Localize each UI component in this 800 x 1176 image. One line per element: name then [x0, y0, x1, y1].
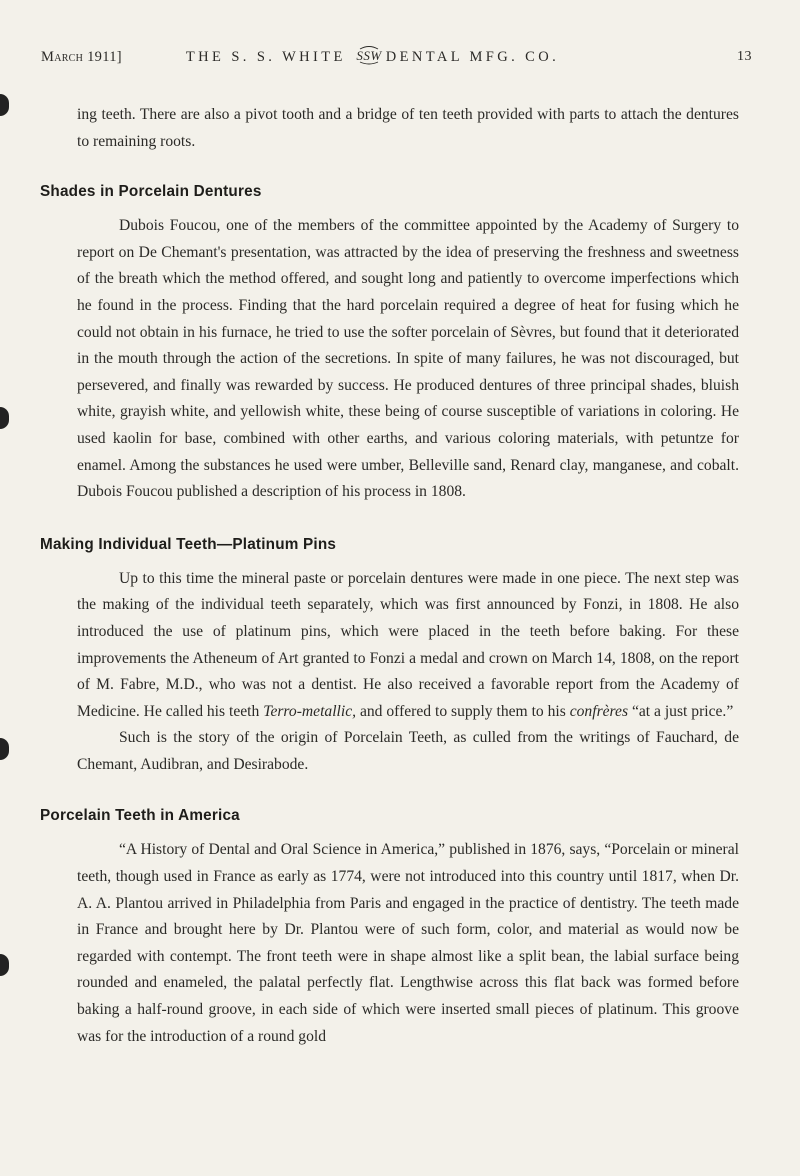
page-number: 13: [737, 49, 752, 64]
issue-date: March 1911]: [41, 48, 122, 65]
section-heading-individual-teeth: Making Individual Teeth—Platinum Pins: [40, 535, 337, 553]
article-body: [40, 102, 739, 1050]
section-heading-america: Porcelain Teeth in America: [40, 807, 240, 825]
section-heading-shades: Shades in Porcelain Dentures: [40, 183, 262, 201]
italic-term: Terro-metallic,: [263, 702, 357, 720]
journal-title: THE S. S. WHITE: [185, 48, 346, 65]
svg-text:SSW: SSW: [356, 47, 382, 63]
binding-mark: [0, 94, 9, 116]
running-head: [41, 46, 752, 68]
italic-term: confrères: [569, 702, 629, 720]
paragraph-origin-summary: Such is the story of the origin of Porcelain Teeth, as culled from the writings of Fauchard, de Chemant, Audibran, and Desirabode.: [77, 729, 739, 773]
paragraph-america: “A History of Dental and Oral Science in America,” published in 1876, says, “Porcelain or mineral teeth, though used in France as early as 1774, were not introduced into this country until 1817, when Dr. A. A. Plantou arrived in Philadelphia from Paris and engaged in the practice of dentistry. The teeth made in France and brought here by Dr. Plantou were of such form, color, and material as would now be regarded with contempt. The front teeth were in shape almost like a split bean, the labial surface being rounded and enameled, the palatal perfectly flat. Lengthwise across this flat back was formed before baking a half-round groove, in each side of which were inserted small pieces of platinum. This groove was for the introduction of a round gold: [77, 841, 739, 1045]
paragraph-shades: Dubois Foucou, one of the members of the committee appointed by the Academy of Surgery to report on De Chemant's presentation, was attracted by the idea of preserving the freshness and sweetness of the breath which the method offered, and sought long and patiently to overcome imperfections which he found in the process. Finding that the hard porcelain required a degree of heat for fusing which he could not obtain in his furnace, he tried to use the softer porcelain of Sèvres, but found that it deteriorated in the mouth through the action of the secretions. In spite of many failures, he was not discouraged, but persevered, and finally was rewarded by success. He produced dentures of three principal shades, bluish white, grayish white, and yellowish white, these being of course susceptible of variations in coloring. He used kaolin for base, combined with other earths, and various coloring materials, with petuntze for enamel. Among the substances he used were umber, Belleville sand, Renard clay, manganese, and cobalt. Dubois Foucou published a description of his process in 1808.: [77, 217, 739, 501]
company-name: DENTAL MFG. CO.: [385, 48, 560, 65]
ssw-monogram-icon: [358, 45, 380, 70]
binding-mark: [0, 738, 9, 760]
binding-mark: [0, 407, 9, 429]
binding-mark: [0, 954, 9, 976]
paragraph-individual-teeth: Up to this time the mineral paste or porcelain dentures were made in one piece. The next step was the making of the individual teeth separately, which was first announced by Fonzi, in 1808. He also introduced the use of platinum pins, which were placed in the teeth before baking. For these improvements the Atheneum of Art granted to Fonzi a medal and crown on March 14, 1808, on the report of M. Fabre, M.D., who was not a dentist. He also received a favorable report from the Academy of Medicine. He called his teeth Terro-metallic, and offered to supply them to his confrères “at a just price.”: [77, 569, 739, 720]
intro-paragraph: ing teeth. There are also a pivot tooth and a bridge of ten teeth provided with parts to attach the dentures to remaining roots.: [77, 106, 739, 150]
